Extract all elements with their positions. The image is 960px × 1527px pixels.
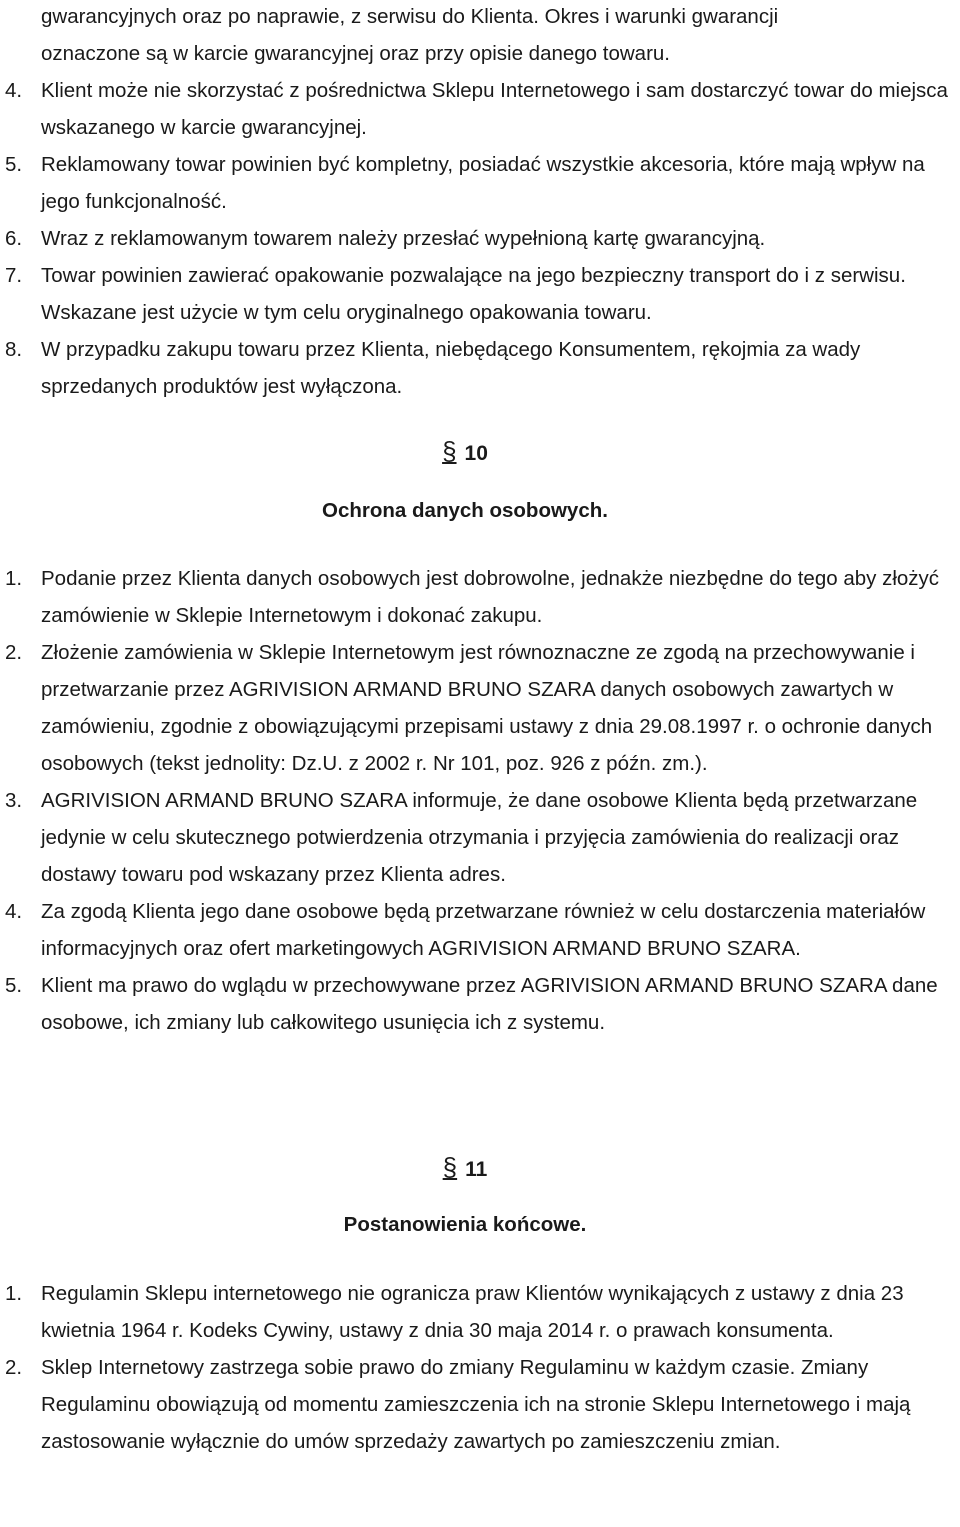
list-number: 7. xyxy=(5,264,23,287)
list-text: Sklep Internetowy zastrzega sobie prawo do zmiany Regulaminu w każdym czasie. Zmiany Regulaminu obowiązują od momentu zamieszczenia ich na stronie Sklepu Internetowego i mają zastosowanie wyłącznie do umów sprzedaży zawartych po zamieszczeniu zmian. xyxy=(41,1356,911,1453)
list-text: Regulamin Sklepu internetowego nie ogranicza praw Klientów wynikających z ustawy z dnia 23 kwietnia 1964 r. Kodeks Cywiny, ustawy z dnia 30 maja 2014 r. o prawach konsumenta. xyxy=(41,1282,904,1342)
list-text: Klient może nie skorzystać z pośrednictwa Sklepu Internetowego i sam dostarczyć towar do miejsca wskazanego w karcie gwarancyjnej. xyxy=(41,79,948,139)
list-number: 4. xyxy=(5,900,23,923)
section-10-marker xyxy=(0,436,930,467)
section-number: 10 xyxy=(464,442,488,465)
list-item xyxy=(0,893,960,967)
final-provisions-list xyxy=(0,1275,960,1460)
list-number: 6. xyxy=(5,227,23,250)
list-item xyxy=(0,560,960,634)
list-text: Wraz z reklamowanym towarem należy przesłać wypełnioną kartę gwarancyjną. xyxy=(41,227,766,250)
list-item xyxy=(0,331,960,405)
section-sign: § xyxy=(442,436,457,466)
list-text: W przypadku zakupu towaru przez Klienta, niebędącego Konsumentem, rękojmia za wady sprzedanych produktów jest wyłączona. xyxy=(41,338,861,398)
section-sign: § xyxy=(442,1152,458,1182)
section-10-title: Ochrona danych osobowych. xyxy=(322,499,608,522)
section-11-marker xyxy=(0,1152,930,1183)
section-11-title: Postanowienia końcowe. xyxy=(343,1213,587,1236)
list-item xyxy=(0,1349,960,1460)
list-item xyxy=(0,634,960,782)
intro-line: gwarancyjnych oraz po naprawie, z serwisu do Klienta. Okres i warunki gwarancji xyxy=(41,5,779,28)
warranty-list xyxy=(0,72,960,405)
list-text: Podanie przez Klienta danych osobowych jest dobrowolne, jednakże niezbędne do tego aby złożyć zamówienie w Sklepie Internetowym i dokonać zakupu. xyxy=(41,567,940,627)
list-item xyxy=(0,782,960,893)
list-item xyxy=(0,1275,960,1349)
list-text: Za zgodą Klienta jego dane osobowe będą przetwarzane również w celu dostarczenia materiałów informacyjnych oraz ofert marketingowych AGRIVISION ARMAND BRUNO SZARA. xyxy=(41,900,926,960)
list-item xyxy=(0,967,960,1041)
intro-continuation xyxy=(0,0,960,72)
section-number: 11 xyxy=(465,1158,488,1181)
list-number: 1. xyxy=(5,1282,23,1305)
list-number: 1. xyxy=(5,567,23,590)
list-text: AGRIVISION ARMAND BRUNO SZARA informuje, że dane osobowe Klienta będą przetwarzane jedynie w celu skutecznego potwierdzenia otrzymania i przyjęcia zamówienia do realizacji oraz dostawy towaru pod wskazany przez Klienta adres. xyxy=(41,789,918,886)
list-text: Reklamowany towar powinien być kompletny, posiadać wszystkie akcesoria, które mają wpływ na jego funkcjonalność. xyxy=(41,153,925,213)
list-number: 5. xyxy=(5,974,23,997)
list-number: 2. xyxy=(5,641,23,664)
list-item xyxy=(0,72,960,146)
list-number: 5. xyxy=(5,153,23,176)
data-protection-list xyxy=(0,560,960,1041)
intro-line: oznaczone są w karcie gwarancyjnej oraz przy opisie danego towaru. xyxy=(41,42,671,65)
list-number: 8. xyxy=(5,338,23,361)
list-item xyxy=(0,257,960,331)
list-number: 3. xyxy=(5,789,23,812)
list-item xyxy=(0,220,960,257)
list-item xyxy=(0,146,960,220)
list-number: 4. xyxy=(5,79,23,102)
list-text: Towar powinien zawierać opakowanie pozwalające na jego bezpieczny transport do i z serwisu. Wskazane jest użycie w tym celu oryginalnego opakowania towaru. xyxy=(41,264,906,324)
list-number: 2. xyxy=(5,1356,23,1379)
list-text: Złożenie zamówienia w Sklepie Internetowym jest równoznaczne ze zgodą na przechowywanie i przetwarzanie przez AGRIVISION ARMAND BRUNO SZARA danych osobowych zawartych w zamówieniu, zgodnie z obowiązującymi przepisami ustawy z dnia 29.08.1997 r. o ochronie danych osobowych (tekst jednolity: Dz.U. z 2002 r. Nr 101, poz. 926 z późn. zm.). xyxy=(41,641,933,775)
list-text: Klient ma prawo do wglądu w przechowywane przez AGRIVISION ARMAND BRUNO SZARA dane osobowe, ich zmiany lub całkowitego usunięcia ich z systemu. xyxy=(41,974,938,1034)
